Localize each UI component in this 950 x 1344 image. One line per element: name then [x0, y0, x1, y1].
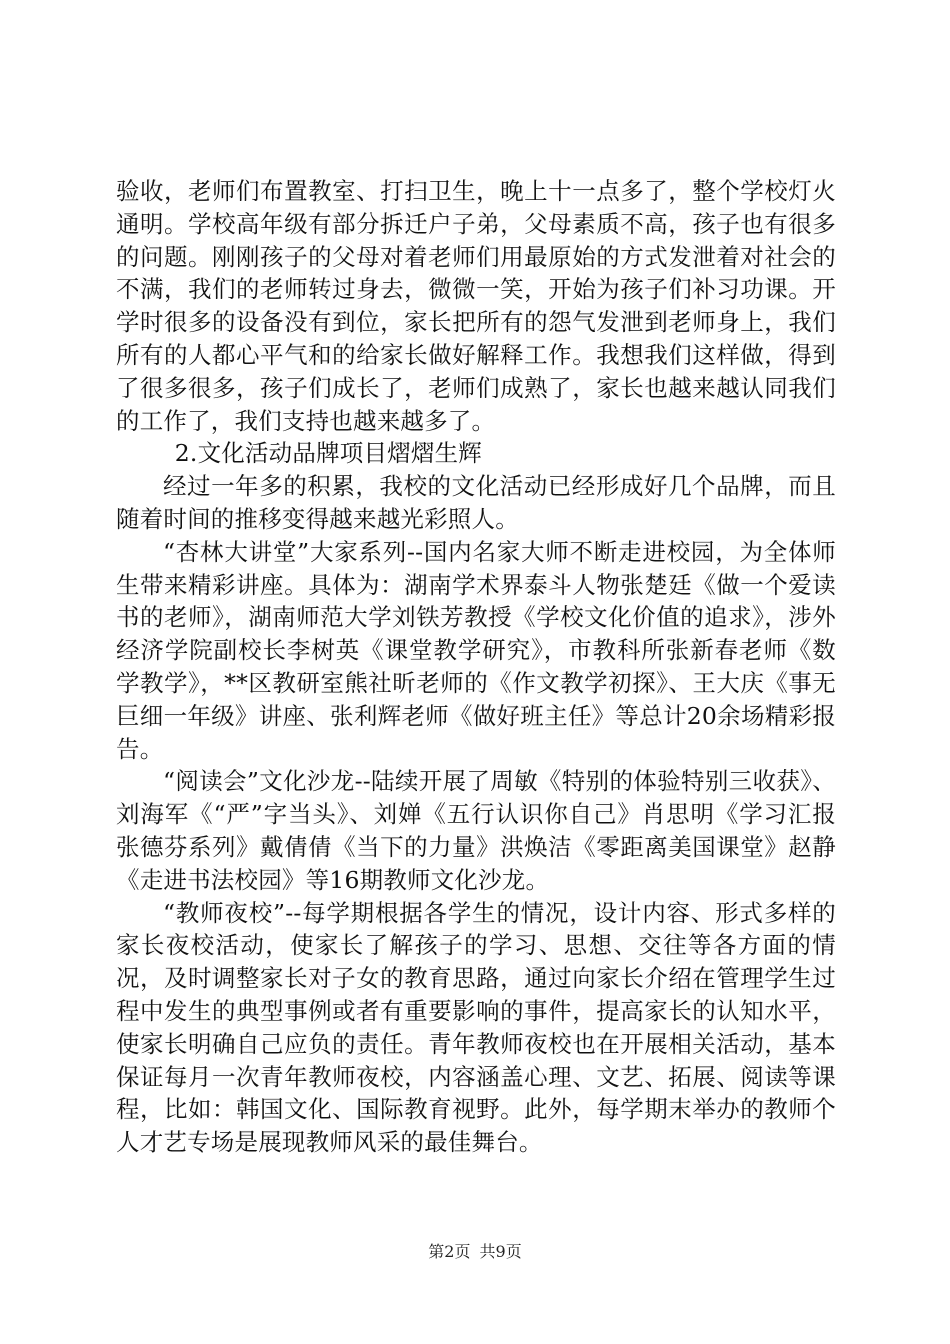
section-heading: 2.文化活动品牌项目熠熠生辉 [174, 439, 482, 468]
document-body [116, 175, 836, 1159]
page-total: 共9页 [479, 1242, 522, 1261]
page-footer [0, 1242, 950, 1262]
page-number: 第2页 [428, 1242, 471, 1261]
paragraph-continuation: 验收，老师们布置教室、打扫卫生，晚上十一点多了，整个学校灯火通明。学校高年级有部分拆迁户子弟，父母素质不高，孩子也有很多的问题。刚刚孩子的父母对着老师们用最原始的方式发泄着对社会的不满，我们的老师转过身去，微微一笑，开始为孩子们补习功课。开学时很多的设备没有到位，家长把所有的怨气发泄到老师身上，我们所有的人都心平气和的给家长做好解释工作。我想我们这样做，得到了很多很多，孩子们成长了，老师们成熟了，家长也越来越认同我们的工作了，我们支持也越来越多了。 [116, 177, 836, 435]
paragraph-lecture-series: “杏林大讲堂”大家系列--国内名家大师不断走进校园，为全体师生带来精彩讲座。具体为：湖南学术界泰斗人物张楚廷《做一个爱读书的老师》，湖南师范大学刘铁芳教授《学校文化价值的追求》，涉外经济学院副校长李树英《课堂教学研究》，市教科所张新春老师《数学教学》，**区教研室熊社昕老师的《作文教学初探》、王大庆《事无巨细一年级》讲座、张利辉老师《做好班主任》等总计20余场精彩报告。 [116, 537, 836, 763]
paragraph-brand-intro: 经过一年多的积累，我校的文化活动已经形成好几个品牌，而且随着时间的推移变得越来越光彩照人。 [116, 472, 836, 533]
paragraph-reading-salon: “阅读会”文化沙龙--陆续开展了周敏《特别的体验特别三收获》、刘海军《“严”字当头》、刘婵《五行认识你自己》肖思明《学习汇报张德芬系列》戴倩倩《当下的力量》洪焕洁《零距离美国课堂》赵静《走进书法校园》等16期教师文化沙龙。 [116, 767, 836, 894]
paragraph-teacher-night-school: “教师夜校”--每学期根据各学生的情况，设计内容、形式多样的家长夜校活动，使家长了解孩子的学习、思想、交往等各方面的情况，及时调整家长对子女的教育思路，通过向家长介绍在管理学生过程中发生的典型事例或者有重要影响的事件，提高家长的认知水平，使家长明确自己应负的责任。青年教师夜校也在开展相关活动，基本保证每月一次青年教师夜校，内容涵盖心理、文艺、拓展、阅读等课程，比如：韩国文化、国际教育视野。此外，每学期末举办的教师个人才艺专场是展现教师风采的最佳舞台。 [116, 898, 836, 1157]
